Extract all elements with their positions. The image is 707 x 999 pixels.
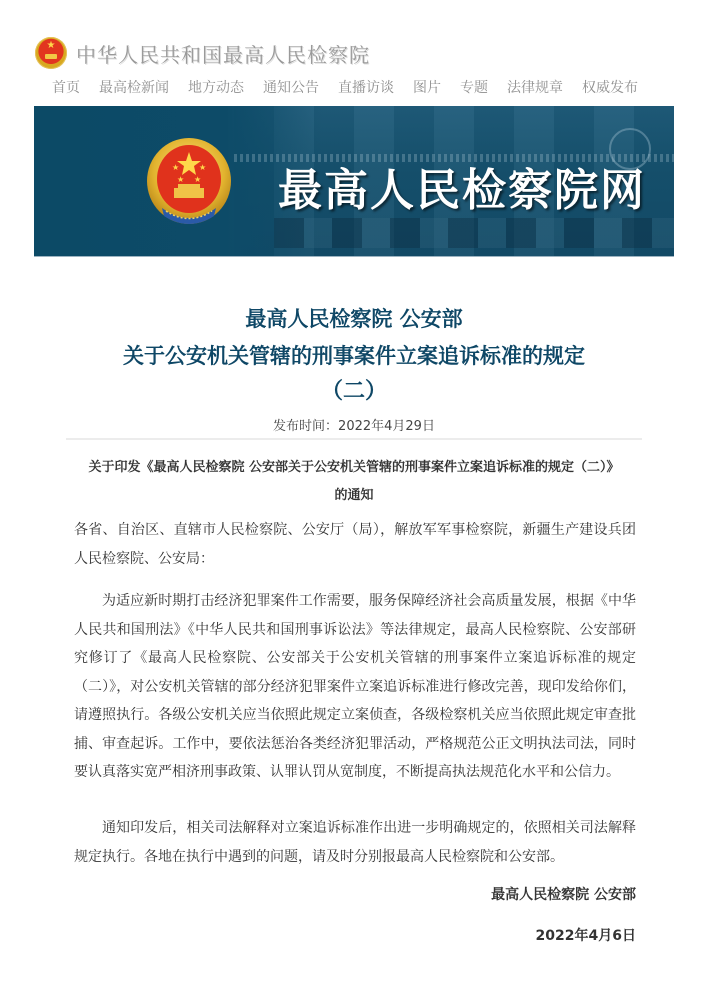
article-title-line-2: 关于公安机关管辖的刑事案件立案追诉标准的规定: [123, 344, 585, 368]
signature-date: 2022年4月6日: [535, 928, 636, 944]
nav-item-spp-news[interactable]: 最高检新闻: [99, 80, 169, 96]
nav-item-authoritative-releases[interactable]: 权威发布: [582, 80, 638, 96]
article-title-line-1: 最高人民检察院 公安部: [245, 307, 463, 331]
banner-title: 最高人民检察院网: [278, 165, 646, 216]
nav-item-home[interactable]: 首页: [52, 80, 80, 96]
body-paragraph: 通知印发后，相关司法解释对立案追诉标准作出进一步明确规定的，依照相关司法解释规定执行。各地在执行中遇到的问题，请及时分别报最高人民检察院和公安部。: [74, 820, 636, 865]
publish-date: 发布时间：2022年4月29日: [273, 419, 435, 434]
svg-text:★: ★: [177, 175, 185, 184]
svg-text:★: ★: [199, 163, 207, 172]
site-name: 中华人民共和国最高人民检察院: [76, 42, 370, 67]
nav-item-notices[interactable]: 通知公告: [263, 80, 319, 96]
nav-item-topics[interactable]: 专题: [460, 80, 488, 96]
salutation-paragraph: 各省、自治区、直辖市人民检察院、公安厅（局），解放军军事检察院，新疆生产建设兵团人民检察院、公安局：: [74, 522, 636, 567]
procuratorate-emblem-icon: [35, 37, 67, 69]
svg-text:★: ★: [194, 175, 202, 184]
nav-item-laws-regulations[interactable]: 法律规章: [507, 80, 563, 96]
body-paragraph: 为适应新时期打击经济犯罪案件工作需要，服务保障经济社会高质量发展，根据《中华人民共和国刑法》《中华人民共和国刑事诉讼法》等法律规定，最高人民检察院、公安部研究修订了《最高人民检察院、公安部关于公安机关管辖的刑事案件立案追诉标准的规定（二）》，对公安机关管辖的部分经济犯罪案件立案追诉标准进行修改完善，现印发给你们，请遵照执行。各级公安机关应当依照此规定立案侦查，各级检察机关应当依照此规定审查批捕、审查起诉。工作中，要依法惩治各类经济犯罪活动，严格规范公正文明执法司法，同时要认真落实宽严相济刑事政策、认罪认罚从宽制度，不断提高执法规范化水平和公信力。: [74, 593, 636, 780]
site-banner: [34, 106, 674, 257]
procuratorate-emblem-icon: [144, 136, 234, 230]
nav-item-pictures[interactable]: 图片: [413, 80, 441, 96]
signature-organizations: 最高人民检察院 公安部: [491, 887, 636, 903]
svg-text:★: ★: [172, 163, 180, 172]
main-nav: [52, 79, 657, 97]
site-logo[interactable]: [35, 36, 370, 70]
nav-item-live-interviews[interactable]: 直播访谈: [338, 80, 394, 96]
title-divider: [66, 438, 642, 440]
notice-title: 关于印发《最高人民检察院 公安部关于公安机关管辖的刑事案件立案追诉标准的规定（二）》的通知: [88, 460, 620, 503]
banner-building-decoration: [274, 218, 674, 248]
article-title-line-3: （二）: [320, 379, 387, 404]
nav-item-local-news[interactable]: 地方动态: [188, 80, 244, 96]
